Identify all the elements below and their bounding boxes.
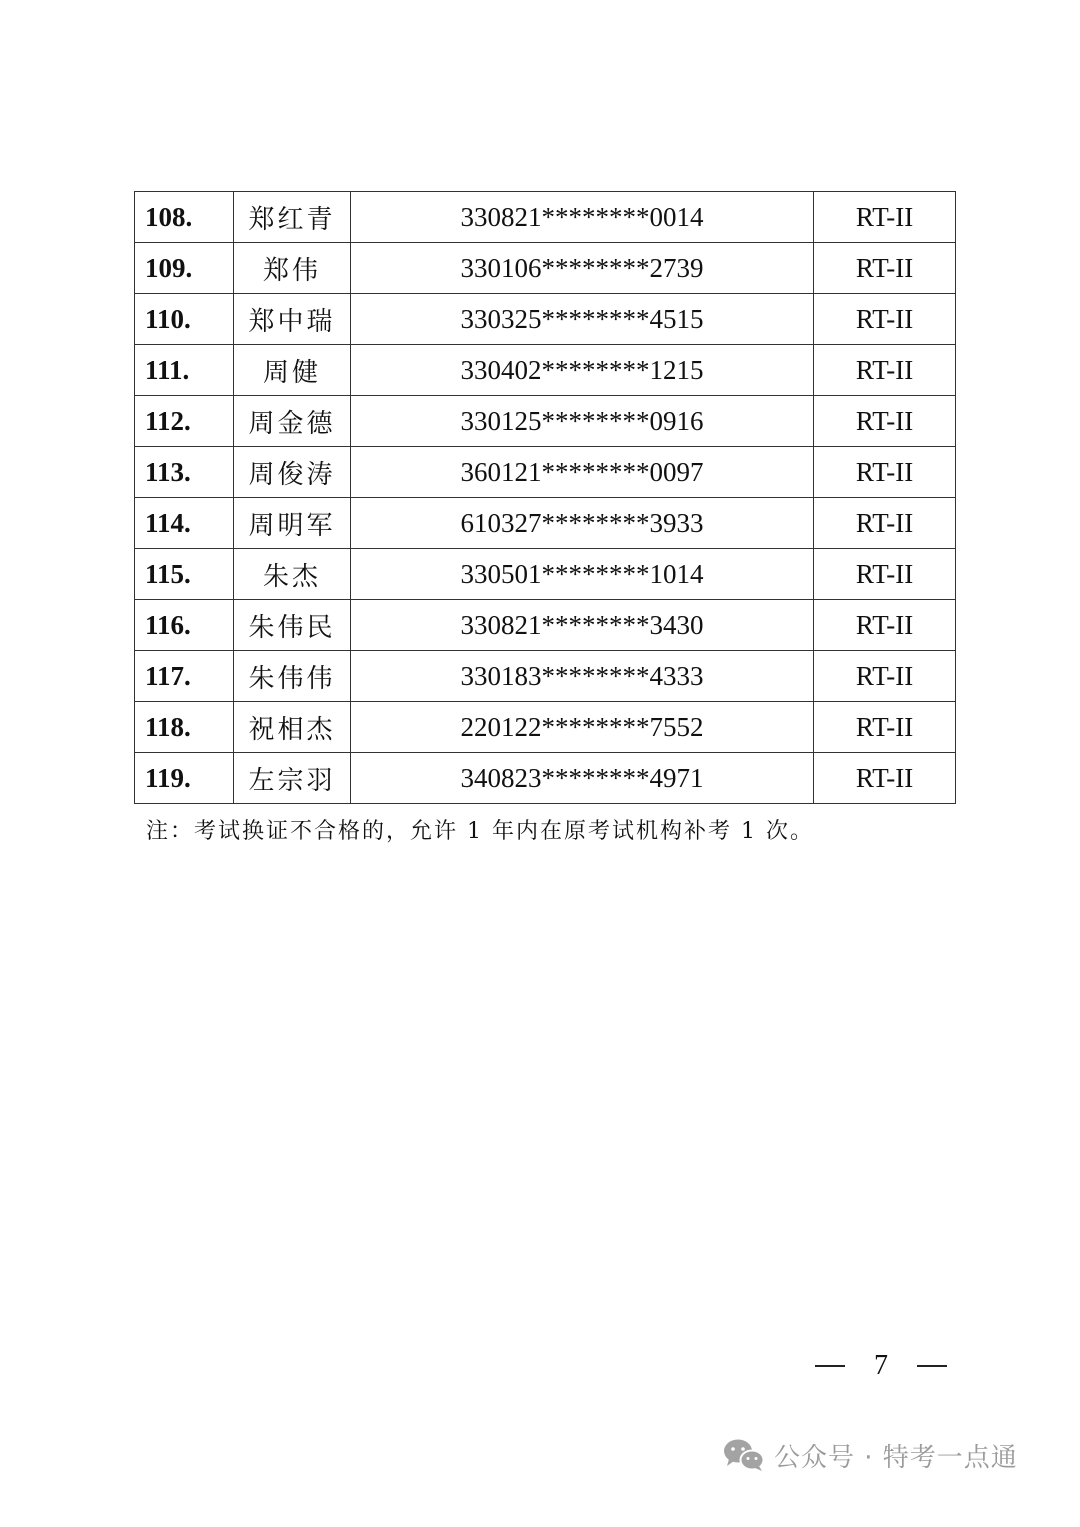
id-number-cell: 330125********0916 [351, 396, 814, 447]
table-row [135, 294, 956, 345]
person-name-cell: 周明军 [234, 498, 351, 549]
table-row [135, 243, 956, 294]
page-dash-right [917, 1365, 947, 1367]
footnote: 注：考试换证不合格的，允许 1 年内在原考试机构补考 1 次。 [146, 819, 814, 844]
person-name-cell: 周健 [234, 345, 351, 396]
id-number-cell: 220122********7552 [351, 702, 814, 753]
table-body [135, 192, 956, 804]
table-row [135, 600, 956, 651]
row-number-cell: 119. [135, 753, 234, 804]
row-number-cell: 108. [135, 192, 234, 243]
page-dash-left [815, 1365, 845, 1367]
certificate-category-cell: RT-II [814, 651, 956, 702]
id-number-cell: 340823********4971 [351, 753, 814, 804]
page-number-value: 7 [874, 1350, 888, 1381]
certificate-category-cell: RT-II [814, 396, 956, 447]
row-number-cell: 118. [135, 702, 234, 753]
id-number-cell: 330821********3430 [351, 600, 814, 651]
certificate-category-cell: RT-II [814, 549, 956, 600]
watermark [722, 1430, 1018, 1480]
person-name-cell: 朱伟伟 [234, 651, 351, 702]
exam-results-table [134, 191, 956, 804]
person-name-cell: 朱伟民 [234, 600, 351, 651]
table-row [135, 192, 956, 243]
table-row [135, 549, 956, 600]
table-row [135, 447, 956, 498]
person-name-cell: 祝相杰 [234, 702, 351, 753]
row-number-cell: 110. [135, 294, 234, 345]
watermark-text: 公众号 · 特考一点通 [774, 1442, 1018, 1473]
table-row [135, 651, 956, 702]
person-name-cell: 周金德 [234, 396, 351, 447]
table-row [135, 345, 956, 396]
person-name-cell: 郑中瑞 [234, 294, 351, 345]
id-number-cell: 360121********0097 [351, 447, 814, 498]
certificate-category-cell: RT-II [814, 345, 956, 396]
id-number-cell: 330325********4515 [351, 294, 814, 345]
person-name-cell: 朱杰 [234, 549, 351, 600]
row-number-cell: 111. [135, 345, 234, 396]
person-name-cell: 郑伟 [234, 243, 351, 294]
table-row [135, 753, 956, 804]
id-number-cell: 330183********4333 [351, 651, 814, 702]
id-number-cell: 330501********1014 [351, 549, 814, 600]
person-name-cell: 左宗羽 [234, 753, 351, 804]
certificate-category-cell: RT-II [814, 702, 956, 753]
certificate-category-cell: RT-II [814, 294, 956, 345]
id-number-cell: 610327********3933 [351, 498, 814, 549]
person-name-cell: 郑红青 [234, 192, 351, 243]
id-number-cell: 330402********1215 [351, 345, 814, 396]
table-row [135, 498, 956, 549]
table-row [135, 396, 956, 447]
row-number-cell: 115. [135, 549, 234, 600]
person-name-cell: 周俊涛 [234, 447, 351, 498]
certificate-category-cell: RT-II [814, 753, 956, 804]
certificate-category-cell: RT-II [814, 498, 956, 549]
certificate-category-cell: RT-II [814, 243, 956, 294]
table-row [135, 702, 956, 753]
row-number-cell: 113. [135, 447, 234, 498]
certificate-category-cell: RT-II [814, 192, 956, 243]
certificate-category-cell: RT-II [814, 600, 956, 651]
page-number [815, 1350, 947, 1382]
certificate-category-cell: RT-II [814, 447, 956, 498]
wechat-icon [722, 1437, 766, 1473]
row-number-cell: 109. [135, 243, 234, 294]
row-number-cell: 117. [135, 651, 234, 702]
id-number-cell: 330106********2739 [351, 243, 814, 294]
row-number-cell: 114. [135, 498, 234, 549]
row-number-cell: 116. [135, 600, 234, 651]
id-number-cell: 330821********0014 [351, 192, 814, 243]
row-number-cell: 112. [135, 396, 234, 447]
